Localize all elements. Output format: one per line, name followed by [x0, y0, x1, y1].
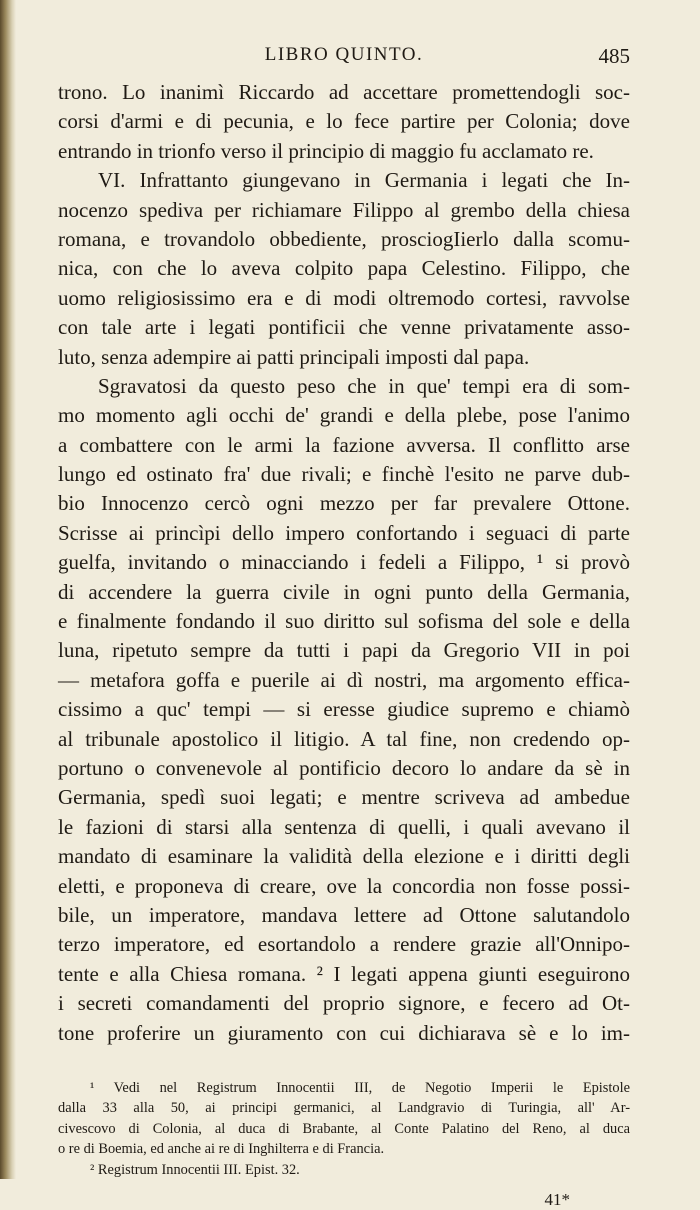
- book-spine-shadow: [0, 0, 16, 1179]
- text-line: guelfa, invitando o minacciando i fedeli a Filippo, ¹ si provò: [58, 550, 630, 575]
- text-line: le fazioni di starsi alla sentenza di quelli, i quali avevano il: [58, 814, 630, 839]
- text-line: i secreti comandamenti del proprio signore, e fecero ad Ot-: [58, 991, 630, 1016]
- text-line: lungo ed ostinato fra' due rivali; e finchè l'esito ne parve dub-: [58, 462, 630, 487]
- text-line: romana, e trovandolo obbediente, prosciogIierlo dalla scomu-: [58, 226, 630, 251]
- footnote-line: ¹ Vedi nel Registrum Innocentii III, de Negotio Imperii le Epistole: [90, 1079, 630, 1096]
- footnote-line: dalla 33 alla 50, ai principi germanici, al Landgravio di Turingia, all' Ar-: [58, 1100, 630, 1117]
- text-line: luna, ripetuto sempre da tutti i papi da Gregorio VII in poi: [58, 638, 630, 663]
- text-line: tente e alla Chiesa romana. ² I legati appena giunti eseguirono: [58, 961, 630, 986]
- book-page: [58, 44, 630, 1210]
- text-line: mandato di esaminare la validità della elezione e i diritti degli: [58, 844, 630, 869]
- text-line: e finalmente fondando il suo diritto sul sofisma del sole e della: [58, 609, 630, 634]
- text-line: nocenzo spediva per richiamare Filippo al grembo della chiesa: [58, 197, 630, 222]
- text-line: a combattere con le armi la fazione avversa. Il conflitto arse: [58, 432, 630, 457]
- text-line: con tale arte i legati pontificii che venne privatamente asso-: [58, 315, 630, 340]
- text-line: bio Innocenzo cercò ogni mezzo per far prevalere Ottone.: [58, 491, 630, 516]
- text-line: Germania, spedì suoi legati; e mentre scriveva ad ambedue: [58, 785, 630, 810]
- text-line: eletti, e proponeva di creare, ove la concordia non fosse possi-: [58, 873, 630, 898]
- text-line: VI. Infrattanto giungevano in Germania i legati che In-: [98, 168, 630, 193]
- text-line: di accendere la guerra civile in ogni punto della Germania,: [58, 579, 630, 604]
- footnote-line: o re di Boemia, ed anche ai re di Inghilterra e di Francia.: [58, 1141, 385, 1158]
- text-line: entrando in trionfo verso il principio di maggio fu acclamato re.: [58, 138, 594, 163]
- text-line: Sgravatosi da questo peso che in que' tempi era di som-: [98, 373, 630, 398]
- page-number: 485: [598, 44, 630, 68]
- text-line: — metafora goffa e puerile ai dì nostri, ma argomento effica-: [58, 667, 630, 692]
- text-line: al tribunale apostolico il litigio. A tal fine, non credendo op-: [58, 726, 630, 751]
- text-line: Scrisse ai princìpi dello impero confortando i seguaci di parte: [58, 520, 630, 545]
- footnotes: [58, 1078, 630, 1181]
- text-line: corsi d'armi e di pecunia, e lo fece partire per Colonia; dove: [58, 109, 630, 134]
- text-line: nica, con che lo aveva colpito papa Celestino. Filippo, che: [58, 256, 630, 281]
- running-head: LIBRO QUINTO.: [264, 44, 424, 65]
- text-line: cissimo a quc' tempi — si eresse giudice supremo e chiamò: [58, 697, 630, 722]
- text-line: luto, senza adempire ai patti principali imposti dal papa.: [58, 344, 530, 369]
- text-line: uomo religiosissimo era e di modi oltremodo cortesi, ravvolse: [58, 285, 630, 310]
- footnote-line: civescovo di Colonia, al duca di Brabante, al Conte Palatino del Reno, al duca: [58, 1120, 630, 1137]
- text-line: trono. Lo inanimì Riccardo ad accettare promettendogli soc-: [58, 80, 630, 104]
- footnote-line: ² Registrum Innocentii III. Epist. 32.: [90, 1161, 300, 1178]
- page-header: [58, 44, 630, 78]
- text-line: mo momento agli occhi de' grandi e della plebe, pose l'animo: [58, 403, 630, 428]
- text-line: tone proferire un giuramento con cui dichiarava sè e lo im-: [58, 1020, 630, 1045]
- body-text: [58, 78, 630, 1048]
- text-line: bile, un imperatore, mandava lettere ad Ottone salutandolo: [58, 902, 630, 927]
- signature-mark: 41*: [544, 1190, 570, 1210]
- text-line: portuno o convenevole al pontificio decoro lo andare da sè in: [58, 755, 630, 780]
- text-line: terzo imperatore, ed esortandolo a rendere grazie all'Onnipo-: [58, 932, 630, 957]
